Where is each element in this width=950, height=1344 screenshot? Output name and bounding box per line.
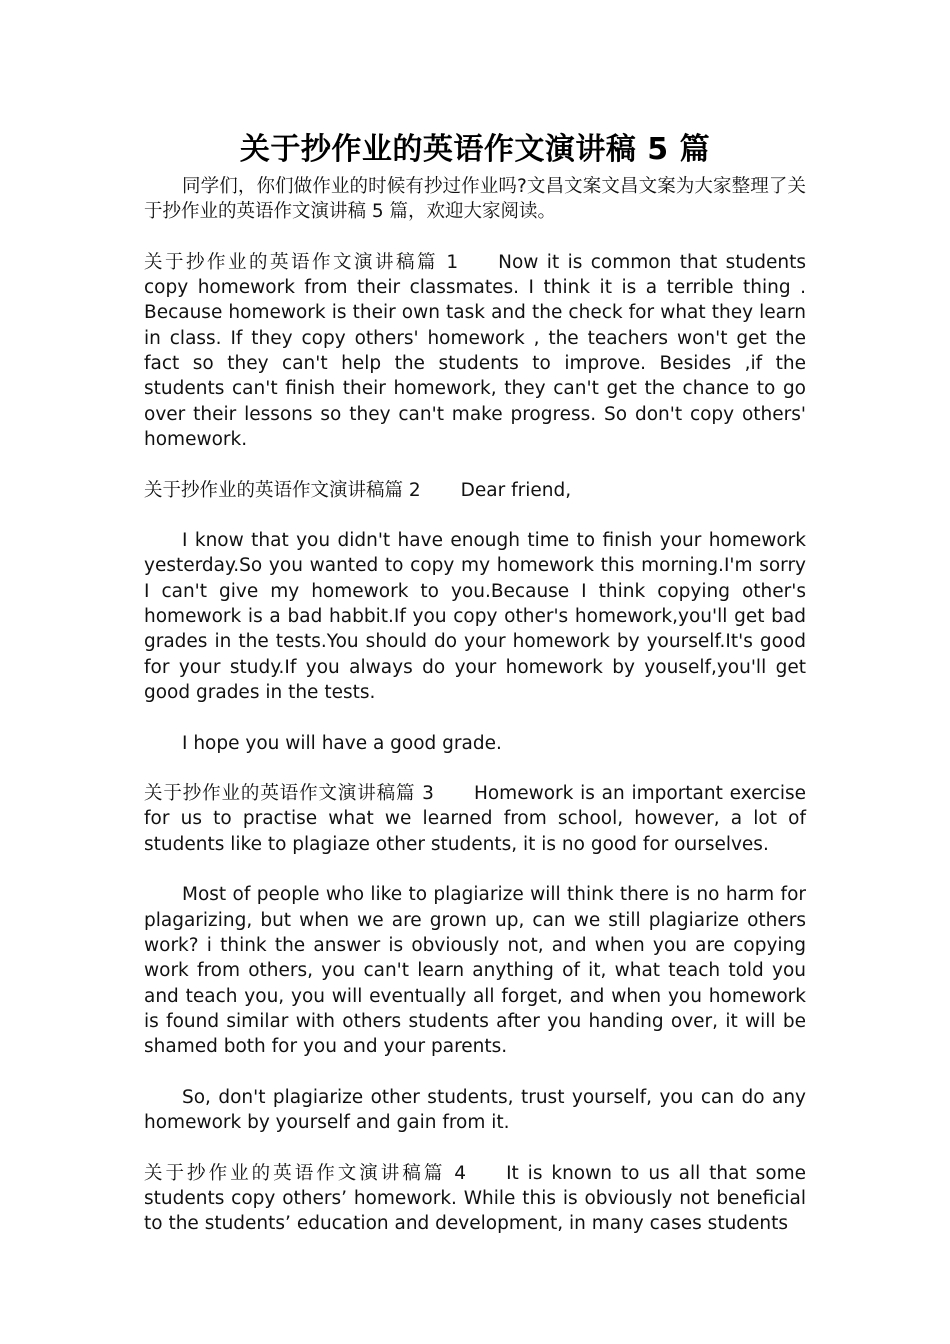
section-3-body-paragraph: Most of people who like to plagiarize will think there is no harm for plagarizing, but when we are grown up, can we still plagiarize others work? i think the answer is obviously not, and when you are copying work from others, you can't learn anything of it, what teach told you and teach you, you will eventually all forget, and when you homework is found similar with others students after you handing over, it will be shamed both for you and your parents.: [144, 884, 806, 1058]
section-3-text: Homework is an important exercise for us to practise what we learned from school, however, a lot of students like to plagiaze other students, it is no good for ourselves.: [144, 783, 806, 855]
section-3-closing-paragraph: So, don't plagiarize other students, trust yourself, you can do any homework by yourself and gain from it.: [144, 1086, 806, 1133]
section-2-heading: 关于抄作业的英语作文演讲稿篇 2: [144, 479, 421, 501]
section-1-text: Now it is common that students copy homework from their classmates. I think it is a terrible thing . Because homework is their own task and the check for what they learn in class. If they copy others' homework , the teachers won't get the fact so they can't help the students to improve. Besides ,if the students can't finish their homework, they can't get the chance to go over their lessons so they can't make progress. So don't copy others' homework.: [144, 251, 807, 450]
section-3-heading: 关于抄作业的英语作文演讲稿篇 3: [144, 783, 434, 805]
section-4-heading: 关于抄作业的英语作文演讲稿篇 4: [144, 1162, 467, 1184]
document-title: 关于抄作业的英语作文演讲稿 5 篇: [239, 132, 711, 167]
section-1-heading: 关于抄作业的英语作文演讲稿篇 1: [144, 251, 459, 273]
section-3-paragraph: [144, 781, 806, 857]
section-4-text: It is known to us all that some students copy others’ homework. While this is obviously not beneficial to the students’ education and development, in many cases students: [144, 1162, 806, 1235]
section-2-closing-paragraph: I hope you will have a good grade.: [182, 732, 502, 754]
section-2-body-paragraph: I know that you didn't have enough time to finish your homework yesterday.So you wanted to copy my homework this morning.I'm sorry I can't give my homework to you.Because I think copying other's homework is a bad habbit.If you copy other's homework,you'll get bad grades in the tests.You should do your homework by yourself.It's good for your study.If you always do your homework by youself,you'll get good grades in the tests.: [144, 530, 806, 703]
section-1-paragraph: [144, 250, 806, 452]
section-4-paragraph: [144, 1161, 806, 1237]
document-body: [144, 174, 806, 1236]
section-2-salutation: Dear friend,: [460, 479, 572, 501]
section-2-paragraph: [144, 478, 806, 503]
intro-paragraph: 同学们，你们做作业的时候有抄过作业吗?文昌文案文昌文案为大家整理了关于抄作业的英语作文演讲稿 5 篇，欢迎大家阅读。: [144, 176, 806, 223]
